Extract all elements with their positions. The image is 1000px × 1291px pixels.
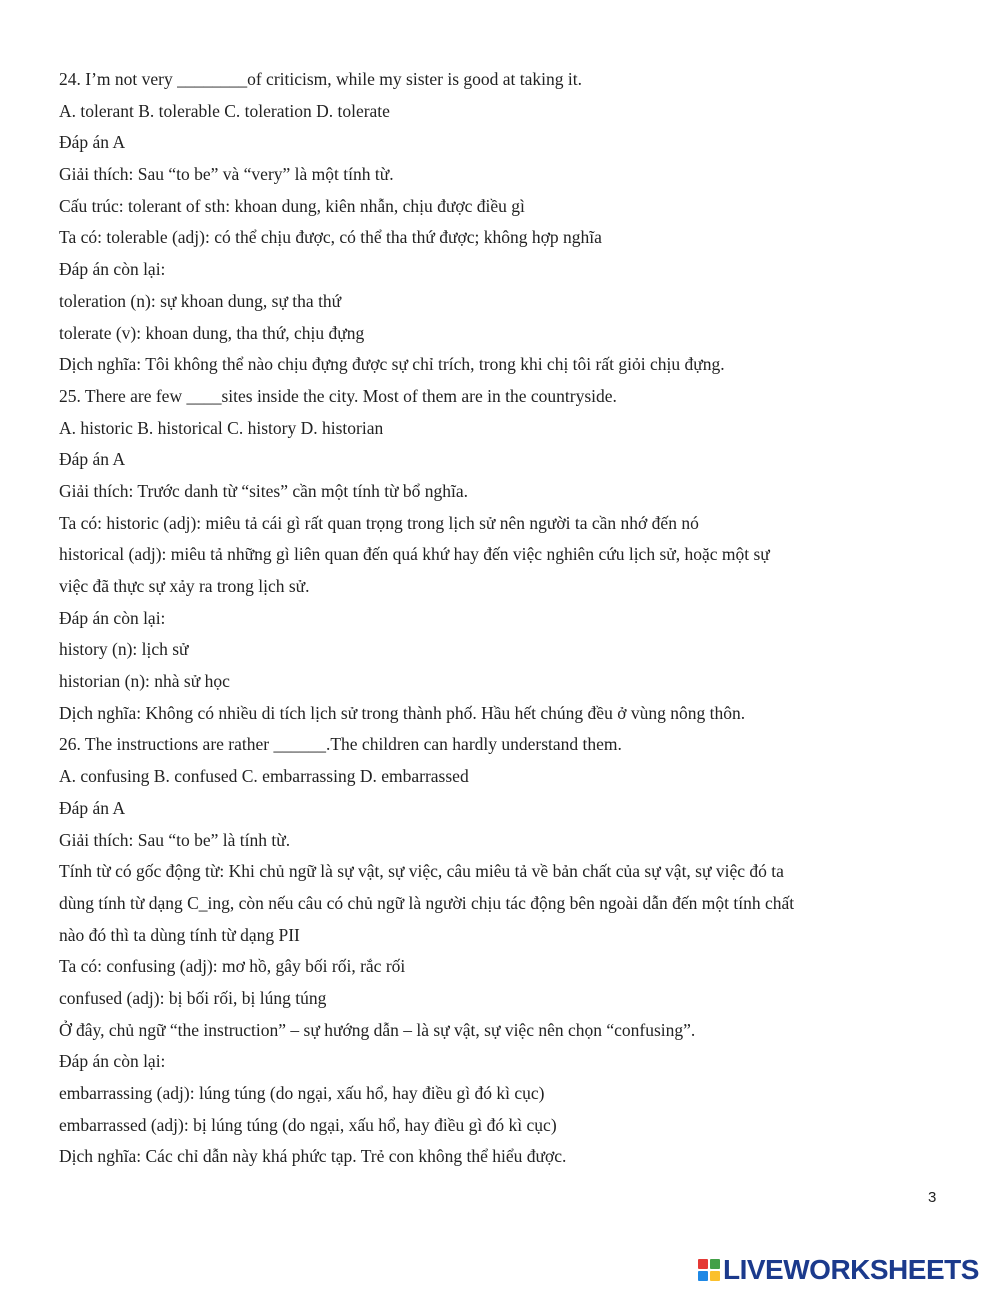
liveworksheets-logo	[698, 1255, 979, 1285]
page-number: 3	[928, 1189, 937, 1206]
text-line: Đáp án còn lại:	[59, 1051, 166, 1072]
text-line: Giải thích: Sau “to be” và “very” là một tính từ.	[59, 164, 394, 185]
text-line: embarrassed (adj): bị lúng túng (do ngại, xấu hổ, hay điều gì đó kì cục)	[59, 1114, 557, 1135]
text-line: 26. The instructions are rather ______.The children can hardly understand them.	[59, 734, 622, 755]
text-line: historical (adj): miêu tả những gì liên quan đến quá khứ hay đến việc nghiên cứu lịch sử, hoặc một sự	[59, 544, 770, 565]
text-line: Dịch nghĩa: Các chỉ dẫn này khá phức tạp. Trẻ con không thể hiểu được.	[59, 1146, 567, 1167]
text-line: tolerate (v): khoan dung, tha thứ, chịu đựng	[59, 322, 365, 343]
text-line: nào đó thì ta dùng tính từ dạng PII	[59, 924, 300, 945]
text-line: Ta có: tolerable (adj): có thể chịu được, có thể tha thứ được; không hợp nghĩa	[59, 227, 602, 248]
text-line: Giải thích: Sau “to be” là tính từ.	[59, 829, 291, 850]
text-line: confused (adj): bị bối rối, bị lúng túng	[59, 987, 327, 1008]
text-line: Ở đây, chủ ngữ “the instruction” – sự hướng dẫn – là sự vật, sự việc nên chọn “confusing”.	[59, 1019, 696, 1040]
text-line: 25. There are few ____sites inside the city. Most of them are in the countryside.	[59, 385, 617, 406]
logo-square-icon	[698, 1259, 708, 1269]
text-line: Dịch nghĩa: Không có nhiều di tích lịch sử trong thành phố. Hầu hết chúng đều ở vùng nông thôn.	[59, 702, 746, 723]
logo-square-icon	[698, 1271, 708, 1281]
text-line: Cấu trúc: tolerant of sth: khoan dung, kiên nhẫn, chịu được điều gì	[59, 195, 525, 216]
text-line: A. confusing B. confused C. embarrassing D. embarrassed	[59, 766, 469, 787]
text-line: A. historic B. historical C. history D. historian	[59, 417, 384, 438]
text-line: Ta có: historic (adj): miêu tả cái gì rất quan trọng trong lịch sử nên người ta cần nhớ đến nó	[59, 512, 699, 533]
text-line: Tính từ có gốc động từ: Khi chủ ngữ là sự vật, sự việc, câu miêu tả về bản chất của sự vật, sự việc đó ta	[59, 861, 784, 882]
text-line: A. tolerant B. tolerable C. toleration D. tolerate	[59, 100, 390, 121]
text-line: Đáp án A	[59, 449, 126, 470]
logo-square-icon	[710, 1259, 720, 1269]
text-line: Đáp án còn lại:	[59, 259, 166, 280]
text-line: Dịch nghĩa: Tôi không thể nào chịu đựng được sự chỉ trích, trong khi chị tôi rất giỏi chịu đựng.	[59, 354, 725, 375]
text-line: embarrassing (adj): lúng túng (do ngại, xấu hổ, hay điều gì đó kì cục)	[59, 1083, 545, 1103]
text-line: 24. I’m not very ________of criticism, while my sister is good at taking it.	[59, 69, 582, 89]
text-line: Đáp án A	[59, 132, 126, 153]
text-line: Ta có: confusing (adj): mơ hồ, gây bối rối, rắc rối	[59, 956, 406, 977]
text-line: Đáp án A	[59, 797, 126, 818]
text-line: toleration (n): sự khoan dung, sự tha thứ	[59, 290, 342, 311]
document-body	[59, 64, 939, 1173]
text-line: history (n): lịch sử	[59, 639, 189, 660]
text-line: dùng tính từ dạng C_ing, còn nếu câu có chủ ngữ là người chịu tác động bên ngoài dẫn đến một tính chất	[59, 892, 795, 913]
text-line: việc đã thực sự xảy ra trong lịch sử.	[59, 576, 310, 596]
logo-square-icon	[710, 1271, 720, 1281]
text-line: historian (n): nhà sử học	[59, 671, 230, 692]
text-line: Giải thích: Trước danh từ “sites” cần một tính từ bổ nghĩa.	[59, 480, 469, 501]
logo-mark-icon	[698, 1259, 720, 1281]
text-line: Đáp án còn lại:	[59, 607, 166, 628]
logo-text: LIVEWORKSHEETS	[723, 1254, 979, 1285]
